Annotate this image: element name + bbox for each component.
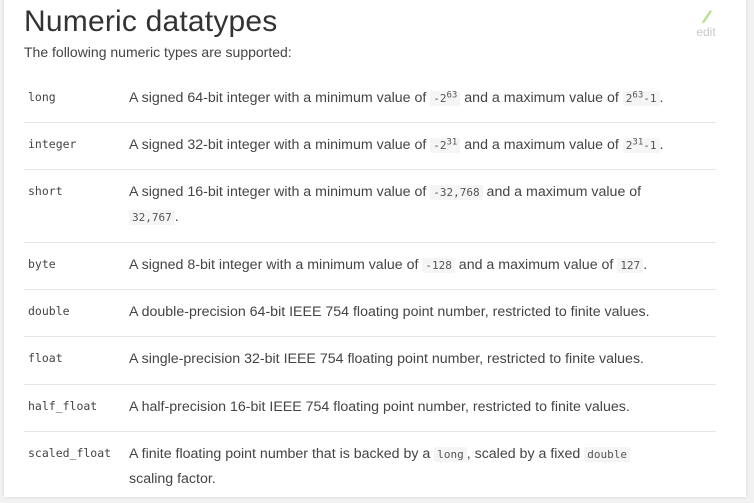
inline-code: -32,768 [430, 185, 482, 200]
table-row [24, 385, 716, 432]
page-title: Numeric datatypes [24, 5, 278, 38]
type-description: A signed 64-bit integer with a minimum value of $-2^{63}$ and a maximum value of $2^{63}-1$ . [129, 90, 664, 106]
type-description: A double-precision 64-bit IEEE 754 floating point number, restricted to finite values. [129, 304, 650, 320]
type-name: short [28, 184, 63, 198]
type-description: A half-precision 16-bit IEEE 754 floating point number, restricted to finite values. [129, 399, 630, 415]
type-name: byte [28, 257, 56, 271]
inline-code: 127 [617, 258, 643, 273]
table-row [24, 76, 716, 123]
table-row [24, 170, 716, 243]
inline-code: -128 [422, 258, 455, 273]
inline-code: double [584, 447, 630, 462]
type-description: A signed 16-bit integer with a minimum value of -32,768 and a maximum value of 32,767 . [129, 184, 642, 225]
intro-text: The following numeric types are supported: [24, 44, 292, 60]
table-row [24, 123, 716, 170]
type-name: float [28, 351, 63, 365]
content-card [4, 0, 746, 497]
type-name: scaled_float [28, 446, 112, 460]
type-description: A signed 8-bit integer with a minimum value of -128 and a maximum value of 127 . [129, 257, 648, 273]
table-row [24, 243, 716, 290]
table-row [24, 337, 716, 385]
table-row [24, 290, 716, 337]
inline-code: long [434, 447, 467, 462]
type-name: integer [28, 137, 77, 151]
inline-code: 32,767 [129, 210, 175, 225]
type-name: long [28, 90, 56, 104]
table-row [24, 432, 716, 503]
type-description: A finite floating point number that is backed by a long , scaled by a fixed double scaling factor. [129, 432, 716, 491]
type-description: A single-precision 32-bit IEEE 754 floating point number, restricted to finite values. [129, 351, 644, 367]
type-name: half_float [28, 399, 98, 413]
edit-label[interactable]: edit [696, 25, 716, 39]
numeric-types-table [24, 76, 716, 502]
pencil-icon [700, 6, 714, 24]
inline-code: $2^{63}-1$ [623, 91, 660, 106]
type-description: A signed 32-bit integer with a minimum value of $-2^{31}$ and a maximum value of $2^{31}-1$ . [129, 137, 664, 153]
edit-link[interactable] [692, 6, 720, 40]
inline-code: $-2^{63}$ [430, 91, 460, 106]
inline-code: $-2^{31}$ [430, 138, 460, 153]
inline-code: $2^{31}-1$ [623, 138, 660, 153]
type-name: double [28, 304, 70, 318]
